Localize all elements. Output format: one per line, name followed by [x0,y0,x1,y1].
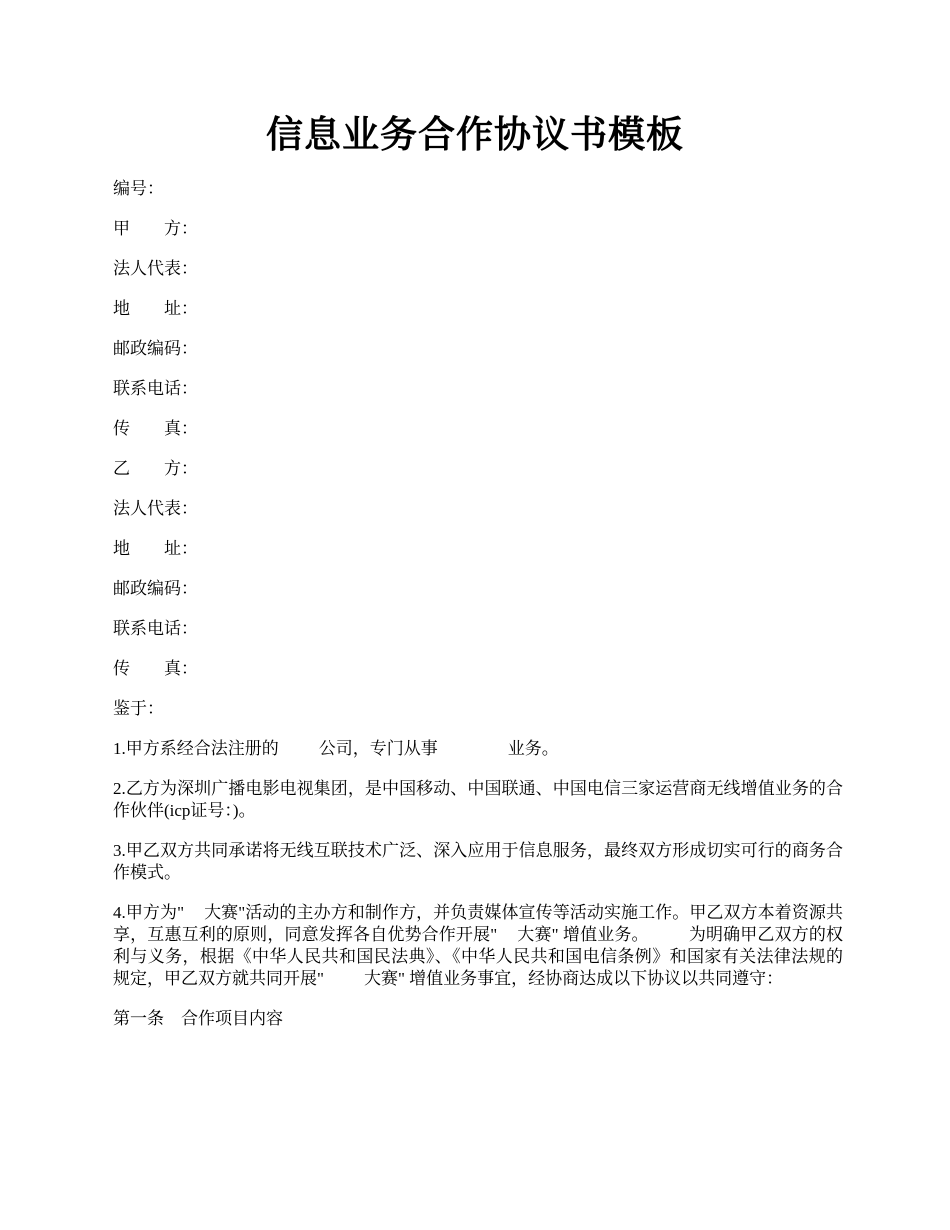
clause-1-part-3: 业务。 [507,739,559,758]
article-1-heading: 第一条 合作项目内容 [113,1009,283,1028]
clause-1-part-2: 公司，专门从事 [318,739,438,758]
clause-4-part-3: 大赛" 增值业务。 [517,925,649,944]
clause-4 [113,902,843,990]
field-party-b-legal-rep: 法人代表： [113,499,198,518]
clause-4-part-1: 4.甲方为" [113,903,185,922]
field-party-b-fax: 传 真： [113,659,198,678]
field-party-b-postcode: 邮政编码： [113,579,198,598]
field-party-a-legal-rep: 法人代表： [113,259,198,278]
field-party-b-address: 地 址： [113,539,198,558]
field-party-a: 甲 方： [113,219,198,238]
clause-3: 3.甲乙双方共同承诺将无线互联技术广泛、深入应用于信息服务，最终双方形成切实可行的商务合作模式。 [113,841,843,882]
clause-4-part-4: 为明确甲乙双方的权利与义务，根据《中华人民共和国民法典》、《中华人民共和国电信条例》和国家有关法律法规的规定，甲乙双方就共同开展" [113,925,843,988]
clause-4-part-2: 大赛"活动的主办方和制作方，并负责媒体宣传等活动实施工作。甲乙双方本着资源共享，互惠互利的原则，同意发挥各自优势合作开展" [113,903,843,944]
field-party-a-address: 地 址： [113,299,198,318]
field-serial-number: 编号： [113,179,164,198]
clause-2: 2.乙方为深圳广播电影电视集团，是中国移动、中国联通、中国电信三家运营商无线增值业务的合作伙伴(icp证号：)。 [113,779,843,820]
clause-1-part-1: 1.甲方系经合法注册的 [113,739,279,758]
whereas-heading: 鉴于： [113,699,164,718]
field-party-a-fax: 传 真： [113,419,198,438]
field-party-a-phone: 联系电话： [113,379,198,398]
field-party-b: 乙 方： [113,459,198,478]
clause-4-part-5: 大赛" 增值业务事宜，经协商达成以下协议以共同遵守： [363,969,784,988]
document-title: 信息业务合作协议书模板 [266,115,684,156]
document-body [113,178,843,1048]
field-party-b-phone: 联系电话： [113,619,198,638]
field-party-a-postcode: 邮政编码： [113,339,198,358]
clause-1 [113,738,843,760]
